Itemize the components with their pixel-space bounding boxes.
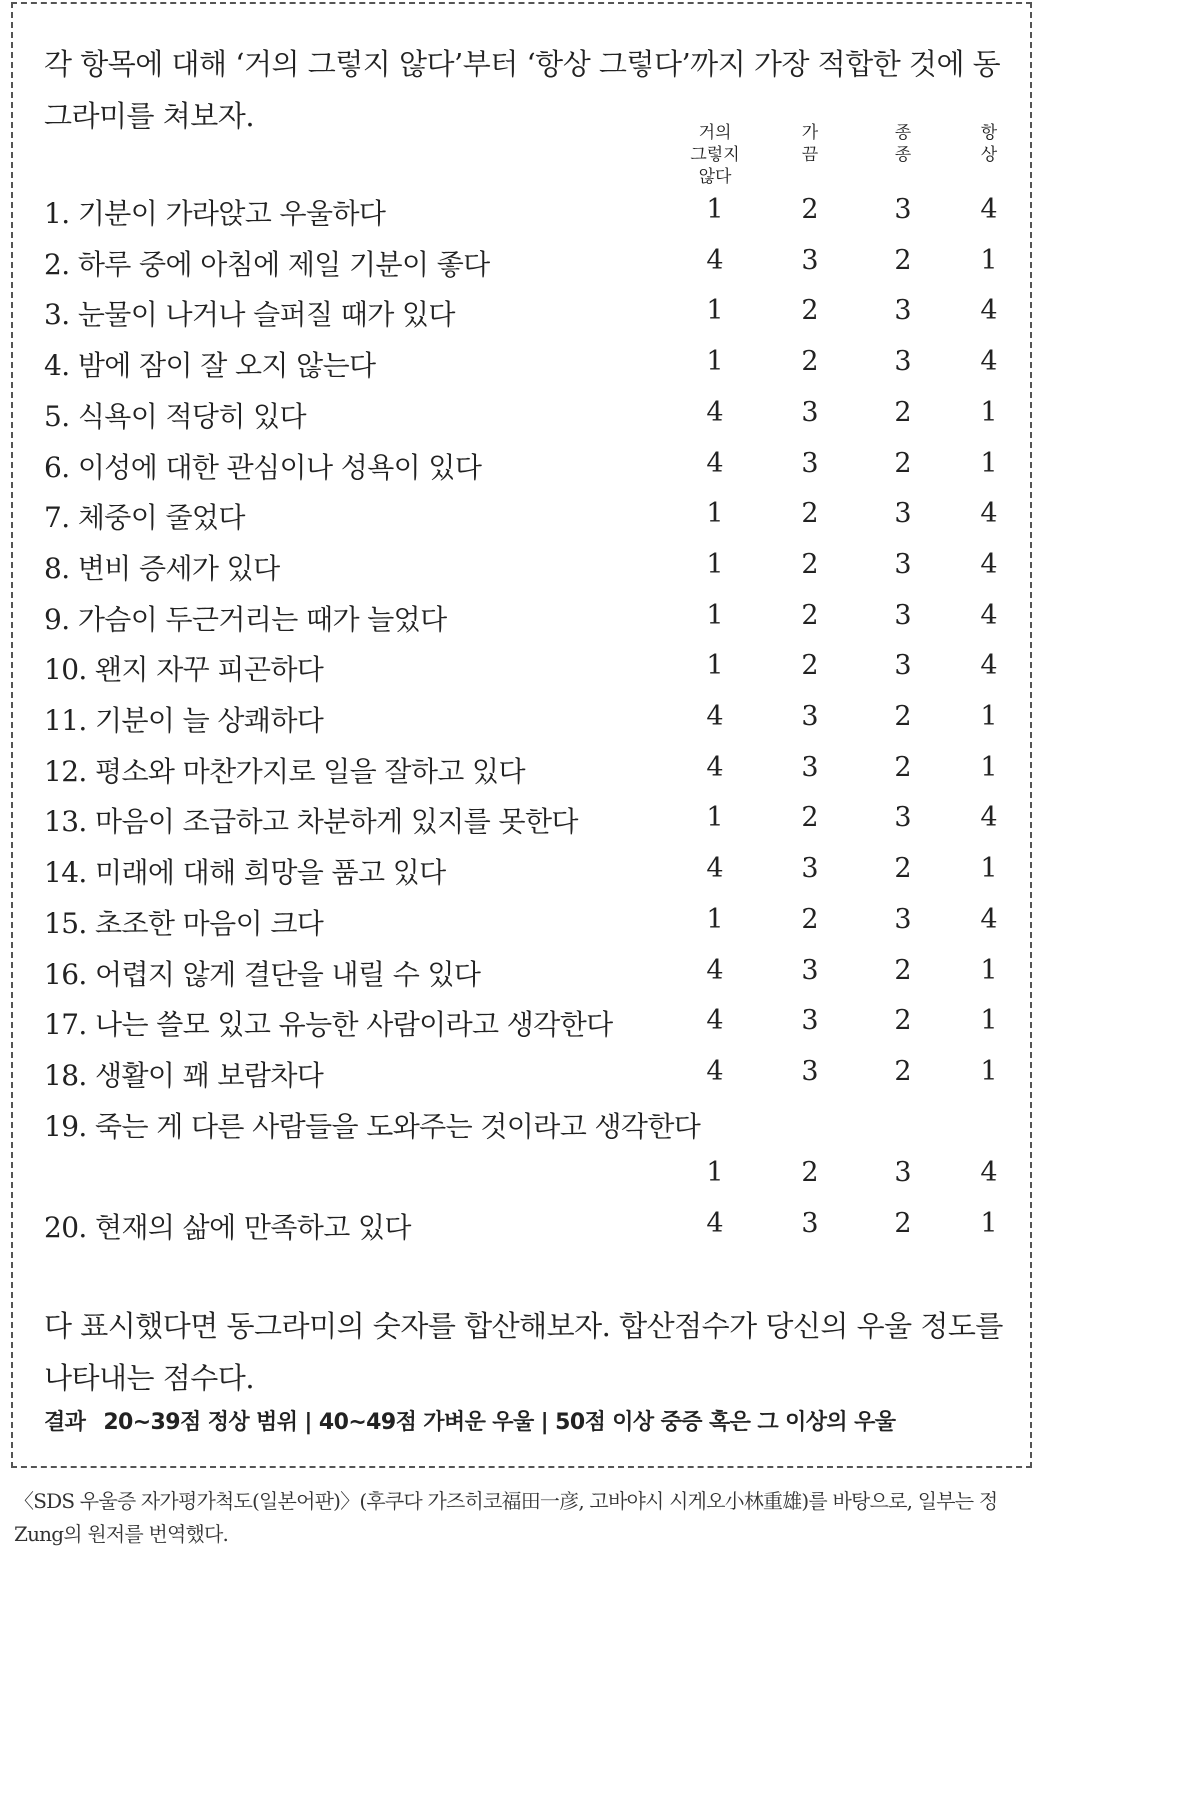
score-option[interactable]: 4 (980, 802, 998, 834)
score-option[interactable]: 3 (894, 194, 912, 225)
score-option[interactable]: 1 (706, 498, 724, 530)
question-15: 15. 초조한 마음이 크다 (44, 906, 324, 940)
score-option[interactable]: 2 (894, 751, 912, 783)
score-option[interactable]: 1 (980, 701, 998, 732)
score-option[interactable]: 3 (801, 244, 819, 276)
score-option[interactable]: 4 (980, 295, 998, 327)
score-option[interactable]: 4 (706, 1208, 724, 1239)
outro-text: 다 표시했다면 동그라미의 숫자를 합산해보자. 합산점수가 당신의 우울 정도를 나타내는 점수다. (44, 1309, 1003, 1395)
score-option[interactable]: 2 (801, 650, 819, 682)
score-option[interactable]: 1 (706, 903, 724, 935)
question-17: 17. 나는 쓸모 있고 유능한 사람이라고 생각한다 (44, 1008, 613, 1042)
score-option[interactable]: 2 (801, 599, 819, 631)
score-option[interactable]: 3 (894, 599, 912, 631)
question-3: 3. 눈물이 나거나 슬퍼질 때가 있다 (44, 298, 455, 332)
score-option[interactable]: 3 (894, 498, 912, 530)
column-header-3 (868, 122, 938, 166)
score-option[interactable]: 3 (894, 650, 912, 682)
score-option[interactable]: 1 (706, 1157, 724, 1189)
intro-text: 각 항목에 대해 ‘거의 그렇지 않다’부터 ‘항상 그렇다’까지 가장 적합한 것에 동그라미를 쳐보자. (44, 47, 1001, 133)
score-option[interactable]: 4 (706, 701, 724, 732)
column-header-line: 끔 (801, 145, 819, 165)
column-header-1 (680, 122, 750, 188)
question-18: 18. 생활이 꽤 보람차다 (44, 1058, 324, 1092)
score-option[interactable]: 4 (980, 548, 998, 580)
score-option[interactable]: 2 (801, 346, 819, 378)
score-option[interactable]: 2 (801, 295, 819, 327)
score-option[interactable]: 2 (894, 853, 912, 885)
score-option[interactable]: 2 (801, 903, 819, 935)
score-option[interactable]: 3 (801, 447, 819, 479)
score-option[interactable]: 3 (801, 853, 819, 885)
score-option[interactable]: 1 (706, 346, 724, 378)
score-option[interactable]: 3 (894, 548, 912, 580)
question-1: 1. 기분이 가라앉고 우울하다 (44, 197, 386, 230)
score-option[interactable]: 4 (706, 1055, 724, 1087)
result-ranges: 20~39점 정상 범위 | 40~49점 가벼운 우울 | 50점 이상 중증 혹은 그 이상의 우울 (103, 1410, 896, 1435)
score-option[interactable]: 3 (801, 701, 819, 732)
score-option[interactable]: 2 (894, 1005, 912, 1037)
score-option[interactable]: 1 (706, 650, 724, 682)
score-option[interactable]: 1 (980, 1208, 998, 1239)
question-2: 2. 하루 중에 아침에 제일 기분이 좋다 (44, 247, 490, 281)
score-option[interactable]: 4 (706, 447, 724, 479)
question-16: 16. 어렵지 않게 결단을 내릴 수 있다 (44, 957, 481, 991)
score-option[interactable]: 4 (706, 853, 724, 885)
question-14: 14. 미래에 대해 희망을 품고 있다 (44, 856, 446, 890)
score-option[interactable]: 4 (706, 396, 724, 428)
score-option[interactable]: 2 (801, 1157, 819, 1189)
score-option[interactable]: 3 (894, 1157, 912, 1189)
column-header-line: 종 (894, 145, 912, 165)
column-header-line: 그렇지 (690, 145, 740, 165)
score-option[interactable]: 1 (980, 1005, 998, 1037)
question-5: 5. 식욕이 적당히 있다 (44, 399, 307, 433)
question-12: 12. 평소와 마찬가지로 일을 잘하고 있다 (44, 754, 525, 788)
score-option[interactable]: 1 (980, 1055, 998, 1087)
column-header-line: 항 (980, 123, 998, 143)
score-option[interactable]: 1 (706, 295, 724, 327)
source-note: 〈SDS 우울증 자가평가척도(일본어판)〉(후쿠다 가즈히코福田一彦, 고바야시 시게오小林重雄)를 바탕으로, 일부는 정Zung의 원저를 번역했다. (14, 1489, 998, 1546)
score-option[interactable]: 4 (980, 194, 998, 225)
score-option[interactable]: 3 (801, 1055, 819, 1087)
score-option[interactable]: 1 (706, 194, 724, 225)
question-13: 13. 마음이 조급하고 차분하게 있지를 못한다 (44, 805, 578, 839)
column-header-line: 거의 (698, 123, 732, 143)
score-option[interactable]: 1 (980, 396, 998, 428)
question-19: 19. 죽는 게 다른 사람들을 도와주는 것이라고 생각한다 (44, 1109, 701, 1143)
score-option[interactable]: 1 (980, 244, 998, 276)
question-11: 11. 기분이 늘 상쾌하다 (44, 704, 324, 737)
score-option[interactable]: 2 (894, 447, 912, 479)
question-7: 7. 체중이 줄었다 (44, 501, 245, 535)
score-option[interactable]: 3 (894, 802, 912, 834)
column-header-4 (954, 122, 1024, 166)
score-option[interactable]: 4 (980, 1157, 998, 1189)
score-option[interactable]: 3 (894, 295, 912, 327)
column-header-line: 상 (980, 145, 998, 165)
column-header-line: 종 (894, 123, 912, 143)
question-6: 6. 이성에 대한 관심이나 성욕이 있다 (44, 450, 482, 484)
score-option[interactable]: 1 (980, 954, 998, 986)
score-option[interactable]: 3 (801, 1208, 819, 1239)
score-option[interactable]: 2 (894, 701, 912, 732)
score-option[interactable]: 3 (894, 346, 912, 378)
score-option[interactable]: 4 (706, 244, 724, 276)
score-option[interactable]: 1 (706, 548, 724, 580)
result-line (44, 1405, 1009, 1436)
question-20: 20. 현재의 삶에 만족하고 있다 (44, 1211, 411, 1244)
column-header-line: 않다 (698, 167, 732, 187)
score-option[interactable]: 2 (894, 244, 912, 276)
score-option[interactable]: 4 (980, 346, 998, 378)
score-option[interactable]: 1 (706, 802, 724, 834)
score-option[interactable]: 2 (801, 498, 819, 530)
score-option[interactable]: 4 (980, 903, 998, 935)
score-option[interactable]: 3 (801, 1005, 819, 1037)
score-option[interactable]: 2 (801, 802, 819, 834)
score-option[interactable]: 2 (801, 194, 819, 225)
question-10: 10. 왠지 자꾸 피곤하다 (44, 653, 324, 687)
question-8: 8. 변비 증세가 있다 (44, 551, 280, 585)
score-option[interactable]: 1 (980, 751, 998, 783)
score-option[interactable]: 3 (894, 903, 912, 935)
column-header-line: 가 (801, 123, 819, 143)
score-option[interactable]: 4 (980, 498, 998, 530)
score-option[interactable]: 4 (980, 599, 998, 631)
score-option[interactable]: 4 (706, 954, 724, 986)
score-option[interactable]: 1 (706, 599, 724, 631)
score-option[interactable]: 1 (980, 447, 998, 479)
column-header-2 (775, 122, 845, 166)
score-option[interactable]: 2 (801, 548, 819, 580)
score-option[interactable]: 4 (980, 650, 998, 682)
result-label: 결과 (44, 1410, 86, 1435)
score-option[interactable]: 3 (801, 751, 819, 783)
score-option[interactable]: 4 (706, 1005, 724, 1037)
score-option[interactable]: 3 (801, 954, 819, 986)
question-9: 9. 가슴이 두근거리는 때가 늘었다 (44, 602, 447, 636)
score-option[interactable]: 2 (894, 396, 912, 428)
score-option[interactable]: 3 (801, 396, 819, 428)
score-option[interactable]: 2 (894, 954, 912, 986)
question-4: 4. 밤에 잠이 잘 오지 않는다 (44, 349, 376, 383)
score-option[interactable]: 2 (894, 1055, 912, 1087)
score-option[interactable]: 4 (706, 751, 724, 783)
score-option[interactable]: 1 (980, 853, 998, 885)
score-option[interactable]: 2 (894, 1208, 912, 1239)
